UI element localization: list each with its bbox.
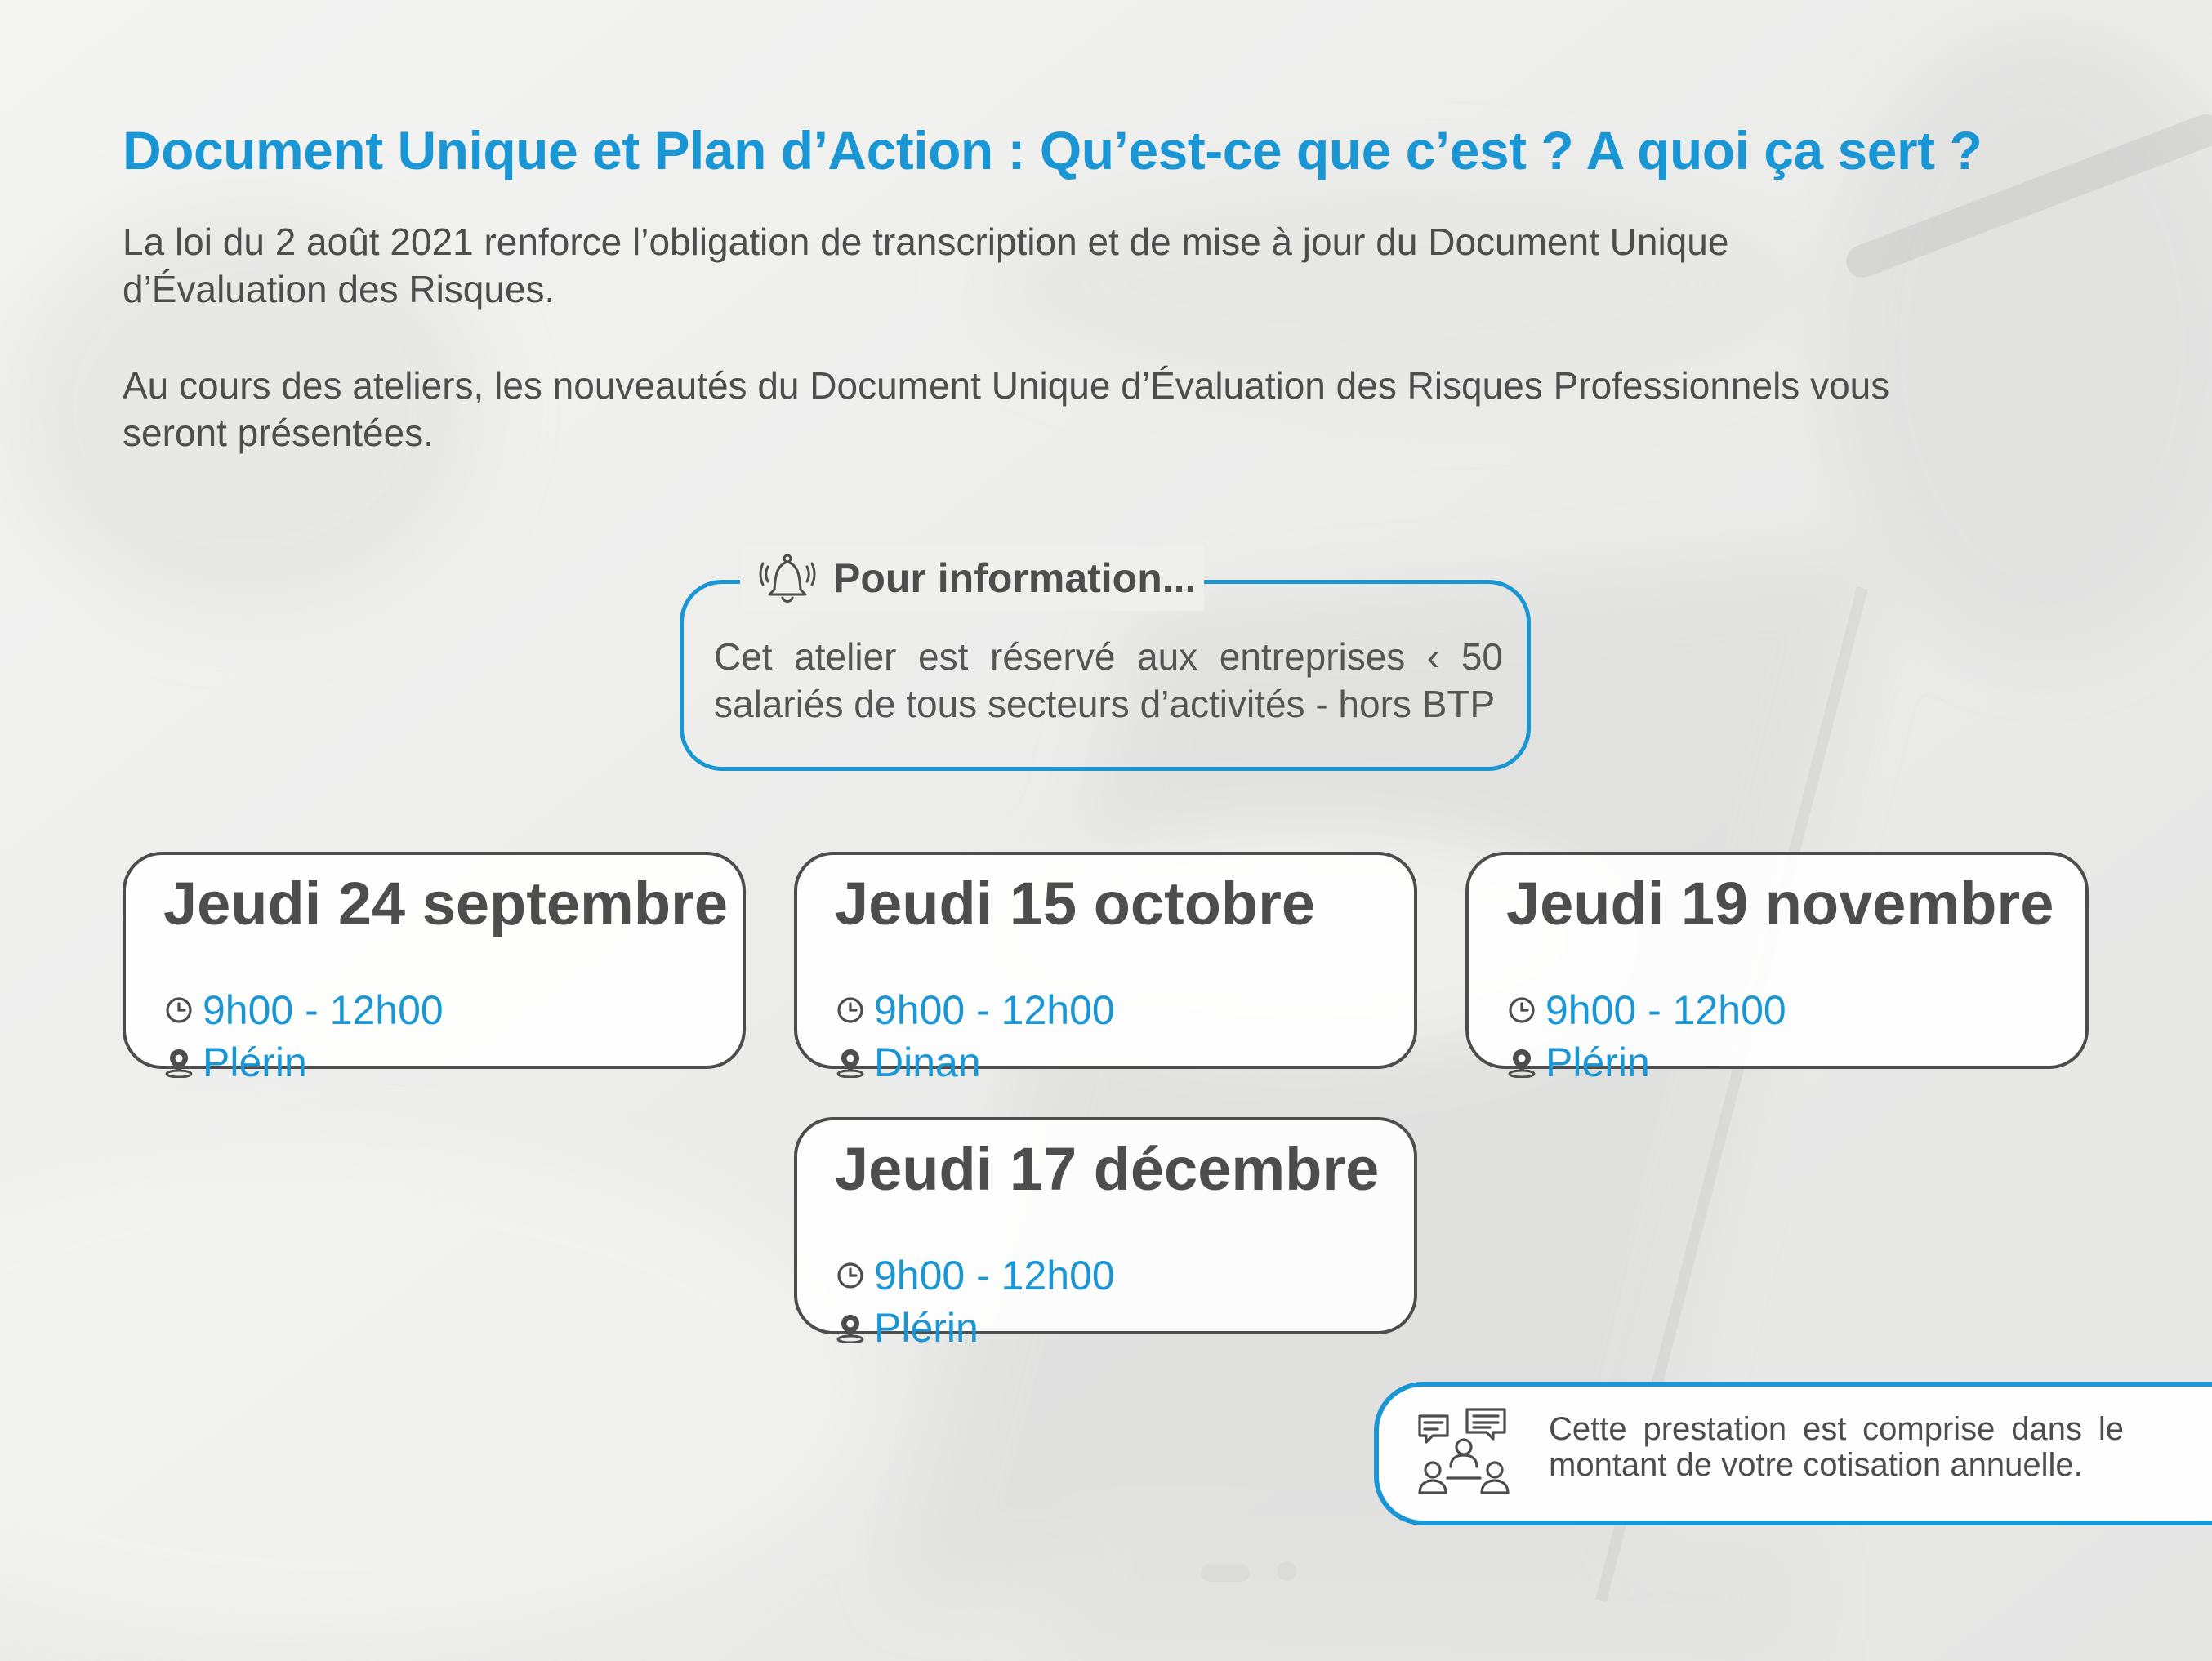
page-title: Document Unique et Plan d’Action : Qu’est-ce que c’est ? A quoi ça sert ? [123,120,1982,180]
session-time: 9h00 - 12h00 [1545,987,1786,1033]
clock-icon [163,995,194,1026]
location-pin-icon [1506,1047,1537,1078]
location-pin-icon [163,1047,194,1078]
session-time-row [1506,986,1786,1035]
session-card [794,852,1417,1085]
intro-paragraph-workshops: Au cours des ateliers, les nouveautés du Document Unique d’Évaluation des Risques Professionnels vous seront présentées. [123,364,1890,454]
session-place: Dinan [874,1040,981,1085]
session-card [123,852,746,1085]
session-place: Plérin [1545,1040,1650,1085]
session-place-row [1506,1038,1650,1087]
session-place: Plérin [874,1305,979,1351]
session-time-row [835,1251,1115,1300]
session-place: Plérin [203,1040,307,1085]
intro-paragraph-law: La loi du 2 août 2021 renforce l’obligation de transcription et de mise à jour du Document Unique d’Évaluation des Risques. [123,220,1729,310]
info-text: Cet atelier est réservé aux entreprises ‹ 50 salariés de tous secteurs d’activités - hors BTP [714,635,1503,725]
session-time: 9h00 - 12h00 [874,987,1115,1033]
clock-icon [835,995,866,1026]
session-date: Jeudi 19 novembre [1506,870,2054,937]
session-time: 9h00 - 12h00 [874,1253,1115,1298]
clock-icon [1506,995,1537,1026]
session-place-row [163,1038,307,1087]
info-header-label: Pour information... [833,555,1197,601]
session-time-row [163,986,444,1035]
clock-icon [835,1260,866,1291]
location-pin-icon [835,1047,866,1078]
session-time-row [835,986,1115,1035]
session-date: Jeudi 24 septembre [163,870,728,937]
info-header [740,546,1204,611]
session-date: Jeudi 17 décembre [835,1135,1380,1203]
bell-icon [753,546,822,611]
session-place-row [835,1038,981,1087]
session-date: Jeudi 15 octobre [835,870,1316,937]
session-place-row [835,1303,979,1352]
pricing-note-text: Cette prestation est comprise dans le montant de votre cotisation annuelle. [1549,1411,2124,1483]
session-time: 9h00 - 12h00 [203,987,444,1033]
session-card [1465,852,2089,1085]
session-card [794,1117,1417,1351]
meeting-icon [1415,1405,1513,1503]
location-pin-icon [835,1312,866,1343]
